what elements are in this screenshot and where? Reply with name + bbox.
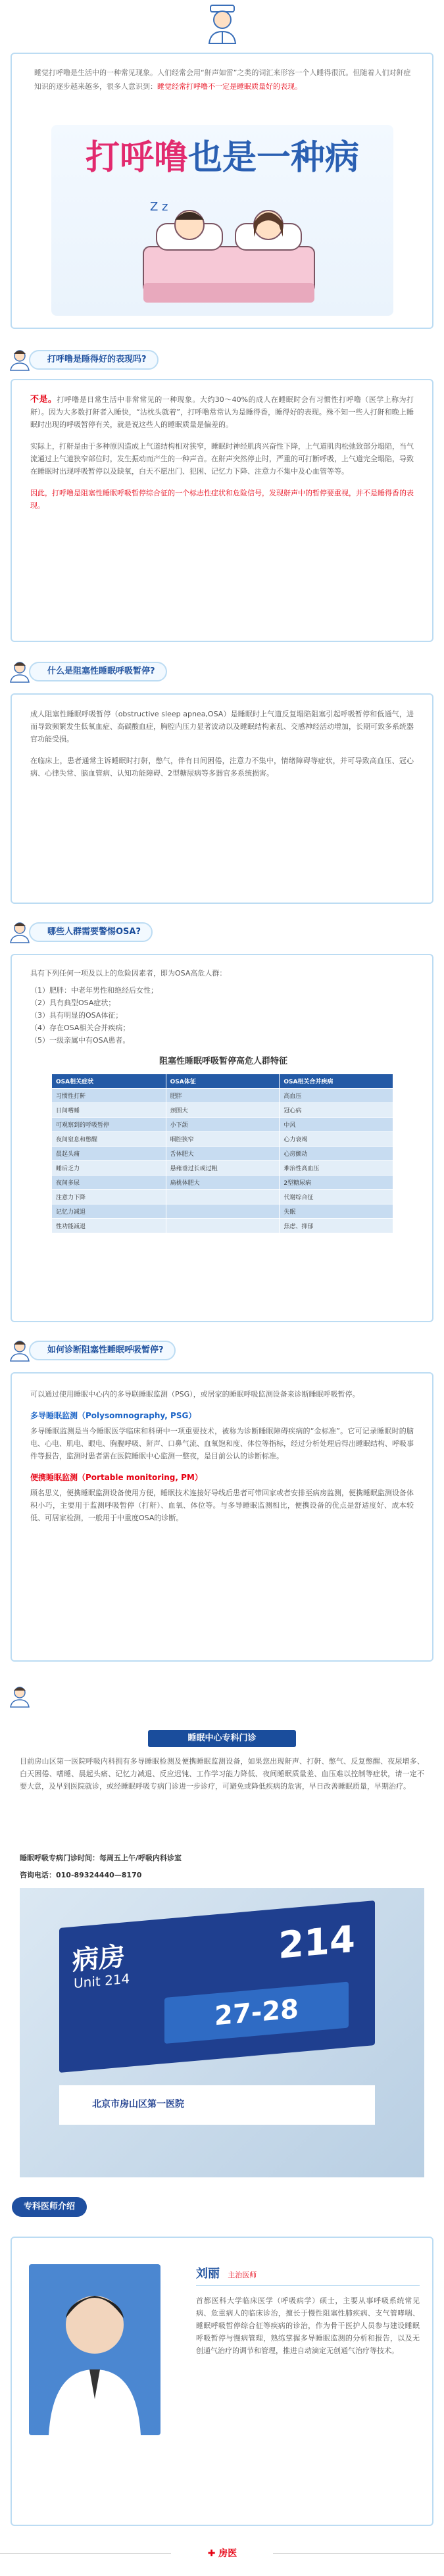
table-cell: 舌体肥大	[166, 1147, 280, 1161]
intro-card	[11, 53, 433, 329]
snoring-couple-illustration	[130, 184, 328, 309]
doctor-icon	[8, 347, 32, 371]
table-cell: 记忆力减退	[52, 1204, 166, 1219]
psg-title: 多导睡眠监测（Polysomnography, PSG）	[30, 1411, 197, 1420]
doctor-icon	[8, 920, 32, 943]
table-cell: 小下颌	[166, 1118, 280, 1132]
section-heading-3: 哪些人群需要警惕OSA?	[29, 922, 153, 942]
table-header: OSA体征	[166, 1074, 280, 1089]
ward-sign-board	[59, 1900, 375, 2073]
doctor-icon	[8, 1338, 32, 1362]
expert-card	[11, 2237, 433, 2526]
footer-line-left	[0, 2553, 171, 2554]
table-row	[52, 1132, 393, 1147]
risk-item: （4）存在OSA相关合并疾病；	[30, 1024, 130, 1032]
table-row	[52, 1147, 393, 1161]
table-header: OSA相关合并疾病	[280, 1074, 393, 1089]
table-row	[52, 1219, 393, 1233]
footer-line-right	[273, 2553, 444, 2554]
s1-paragraph-1: 不是。打呼噜是日常生活中非常常见的一种现象。大约30～40%的成人在睡眠时会有习惯性打呼噜（医学上称为打鼾）。因为大多数打鼾者入睡快，“沾枕头就着”，打呼噜常常认为是睡得香，睡得好的表现。殊不知一些人打鼾和晚上睡眠时出现的呼吸暂停有关，就是说这些人的睡眠质量是偏差的。	[30, 395, 414, 429]
table-cell: 心房颤动	[280, 1147, 393, 1161]
table-cell: 代谢综合征	[280, 1190, 393, 1204]
expert-divider	[196, 2285, 420, 2286]
s3-intro: 具有下列任何一项及以上的危险因素者，即为OSA高危人群：	[30, 969, 227, 978]
intro-lead-red: 睡觉经常打呼噜不一定是睡眠质量好的表现。	[157, 82, 302, 91]
table-cell: 睡后乏力	[52, 1161, 166, 1176]
expert-heading: 专科医师介绍	[12, 2197, 87, 2217]
table-cell: 2型糖尿病	[280, 1176, 393, 1190]
banner-title-blue: 也是一种病	[188, 138, 360, 178]
section-card-3	[11, 954, 433, 1322]
table-cell: 习惯性打鼾	[52, 1089, 166, 1103]
table-cell	[166, 1204, 280, 1219]
risk-item: （2）具有典型OSA症状；	[30, 999, 116, 1007]
table-cell: 肥胖	[166, 1089, 280, 1103]
ward-sign-photo	[20, 1888, 424, 2177]
table-row	[52, 1161, 393, 1176]
section-heading-2: 什么是阻塞性睡眠呼吸暂停?	[29, 662, 167, 681]
risk-item: （5）一级亲属中有OSA患者。	[30, 1036, 130, 1045]
section-card-1	[11, 379, 433, 642]
table-cell: 日间嗜睡	[52, 1103, 166, 1118]
s1-paragraph-3	[30, 487, 414, 512]
intro-banner	[51, 125, 393, 316]
table-row	[52, 1204, 393, 1219]
expert-bio: 首都医科大学临床医学（呼吸病学）硕士，主要从事呼吸系统常见病、危重病人的临床诊治，擅长于慢性阻塞性肺疾病、支气管哮喘、睡眠呼吸暂停综合征等疾病的诊治，作为骨干医护人员参与建设睡眠呼吸暂停与慢病管理，熟练掌握多导睡眠监测的分析和报告，以及无创通气治疗的调节和管理，推进自动滴定无创通气治疗等技术。	[196, 2296, 420, 2355]
table-row	[52, 1089, 393, 1103]
table-cell: 咽腔狭窄	[166, 1132, 280, 1147]
risk-item: （3）具有明显的OSA体征；	[30, 1011, 123, 1020]
hospital-logo-icon: ✚	[207, 2548, 219, 2559]
doctor-avatar-icon	[204, 3, 241, 45]
banner-title	[58, 138, 387, 178]
table-cell: 失眠	[280, 1204, 393, 1219]
ward-sign-title: 病房	[72, 1941, 125, 1977]
footer-logo: ✚ 房医	[207, 2548, 237, 2559]
banner-title-red: 打呼噜	[85, 138, 188, 178]
section-card-4	[11, 1372, 433, 1662]
ward-bed-range: 27-28	[164, 1982, 349, 2044]
table-row	[52, 1176, 393, 1190]
table-cell: 扁桃体肥大	[166, 1176, 280, 1190]
table-row	[52, 1103, 393, 1118]
doctor-icon	[8, 1684, 32, 1708]
pm-title: 便携睡眠监测（Portable monitoring, PM）	[30, 1473, 203, 1482]
psg-text: 多导睡眠监测是当今睡眠医学临床和科研中一项重要技术，被称为诊断睡眠障碍疾病的“金标准”。它可记录睡眠时的脑电、心电、肌电、眼电、胸腹呼吸、鼾声、口鼻气流、血氧饱和度、体位等指标，经过分析处理后得出睡眠结构、呼吸事件等报告，监测时患者需在医院睡眠中心监测一整夜，是目前公认的诊断标准。	[30, 1427, 414, 1460]
s1-conclusion-red: 因此，打呼噜是阻塞性睡眠呼吸暂停综合征	[30, 489, 168, 497]
svg-text:Z z: Z z	[150, 200, 168, 214]
table-row	[52, 1118, 393, 1132]
clinic-hours: 睡眠呼吸专病门诊时间：每周五上午/呼吸内科诊室	[20, 1854, 182, 1862]
table-cell	[166, 1219, 280, 1233]
clinic-text: 目前房山区第一医院呼吸内科拥有多导睡眠检测及便携睡眠监测设备，如果您出现鼾声、打鼾、憋气、反复憋醒、夜尿增多、白天困倦、嗜睡、晨起头痛、记忆力减退、反应迟钝、工作学习能力降低、夜间睡眠质量差、血压难以控制等症状，请一定不要大意，及早到医院就诊，或经睡眠呼吸专病门诊进一步诊疗，可避免或降低疾病的危害，早日改善睡眠质量，早期治疗。	[20, 1757, 424, 1791]
hospital-plate	[59, 2085, 375, 2125]
clinic-heading: 睡眠中心专科门诊	[148, 1730, 296, 1747]
table-cell: 注意力下降	[52, 1190, 166, 1204]
ward-sign-unit: Unit 214	[74, 1970, 130, 1992]
table-row	[52, 1190, 393, 1204]
table-header-row	[52, 1074, 393, 1089]
section-heading-1: 打呼噜是睡得好的表现吗?	[29, 350, 159, 370]
doctor-icon	[8, 659, 32, 683]
footer	[0, 2540, 444, 2567]
table-cell: 性功能减退	[52, 1219, 166, 1233]
table-cell: 夜间窒息和憋醒	[52, 1132, 166, 1147]
table-cell: 难治性高血压	[280, 1161, 393, 1176]
table-cell: 高血压	[280, 1089, 393, 1103]
ward-sign-number: 214	[278, 1918, 355, 1968]
s3-risk-list	[30, 984, 418, 1047]
table-cell: 冠心病	[280, 1103, 393, 1118]
s4-intro: 可以通过使用睡眠中心内的多导联睡眠监测（PSG），或居家的睡眠呼吸监测设备来诊断睡眠呼吸暂停。	[30, 1390, 360, 1399]
expert-title: 主治医师	[228, 2271, 257, 2279]
table-header: OSA相关症状	[52, 1074, 166, 1089]
expert-name-line	[196, 2264, 257, 2281]
expert-name: 刘丽	[196, 2267, 220, 2281]
table-cell: 晨起头痛	[52, 1147, 166, 1161]
table-cell	[166, 1190, 280, 1204]
intro-text	[34, 66, 416, 93]
expert-photo	[29, 2264, 160, 2435]
pm-text: 顾名思义，便携睡眠监测设备使用方便，睡眠技术连接好导线后患者可带回家或者安排至病房监测，便携睡眠监测设备体积小巧，主要用于监测呼吸暂停（打鼾）、血氧、体位等。与多导睡眠监测相比，便携设备的优点是舒适度好、成本较低、可居家检测，一般用于中重度OSA的诊断。	[30, 1489, 414, 1522]
s1-answer: 不是。	[30, 395, 57, 405]
section-card-2	[11, 693, 433, 904]
s1-conclusion-tail: 的一个标志性症状和危险信号，发现鼾声中的暂停要重视，并不是睡得香的表现。	[30, 489, 414, 510]
doctor-portrait-icon	[29, 2264, 160, 2435]
section-heading-4: 如何诊断阻塞性睡眠呼吸暂停?	[29, 1341, 176, 1360]
intro-lead: 睡觉打呼噜是生活中的一种常见现象。人们经常会用“鼾声如雷”之类的词汇来形容一个人睡得很沉。但随着人们对鼾症知识的逐步越来越多，很多人意识到：	[34, 68, 411, 91]
s2-paragraph-1: 成人阻塞性睡眠呼吸暂停（obstructive sleep apnea,OSA）是睡眠时上气道反复塌陷阻塞引起呼吸暂停和低通气，进而导致频繁发生低氧血症、高碳酸血症，胸腔内压力显著波动以及睡眠结构紊乱、交感神经活动增加，长期可致多系统器官功能受损。	[30, 710, 414, 743]
table-cell: 可观察到的呼吸暂停	[52, 1118, 166, 1132]
table-title: 阻塞性睡眠呼吸暂停高危人群特征	[159, 1056, 287, 1066]
s2-paragraph-2: 在临床上，患者通常主诉睡眠时打鼾，憋气，伴有日间困倦，注意力不集中，情绪障碍等症状，并可导致高血压、冠心病、心律失常、脑血管病、认知功能障碍、2型糖尿病等多器官多系统损害。	[30, 756, 414, 778]
table-cell: 中风	[280, 1118, 393, 1132]
s1-paragraph-2: 实际上，打鼾是由于多种原因造成上气道结构相对狭窄，睡眠时神经肌肉兴奋性下降，上气道肌肉松弛致部分塌陷，当气流通过上气道狭窄部位时，发生振动而产生的一种声音。在鼾声突然停止时，严重的可打断呼吸，上气道完全塌陷，导致在睡眠时出现呼吸暂停以及缺氧，白天不愿出门、犯困、记忆力下降、注意力不集中及心血管等等。	[30, 442, 414, 476]
table-cell: 心力衰竭	[280, 1132, 393, 1147]
table-cell: 颈围大	[166, 1103, 280, 1118]
risk-table	[51, 1074, 393, 1233]
table-cell: 夜间多尿	[52, 1176, 166, 1190]
table-cell: 悬雍垂过长或过粗	[166, 1161, 280, 1176]
table-cell: 焦虑、抑郁	[280, 1219, 393, 1233]
hospital-plate-text: 北京市房山区第一医院	[92, 2099, 184, 2110]
clinic-phone: 咨询电话：010-89324440—8170	[20, 1871, 142, 1879]
risk-item: （1）肥胖：中老年男性和绝经后女性；	[30, 986, 158, 995]
clinic-section	[20, 1723, 424, 2184]
